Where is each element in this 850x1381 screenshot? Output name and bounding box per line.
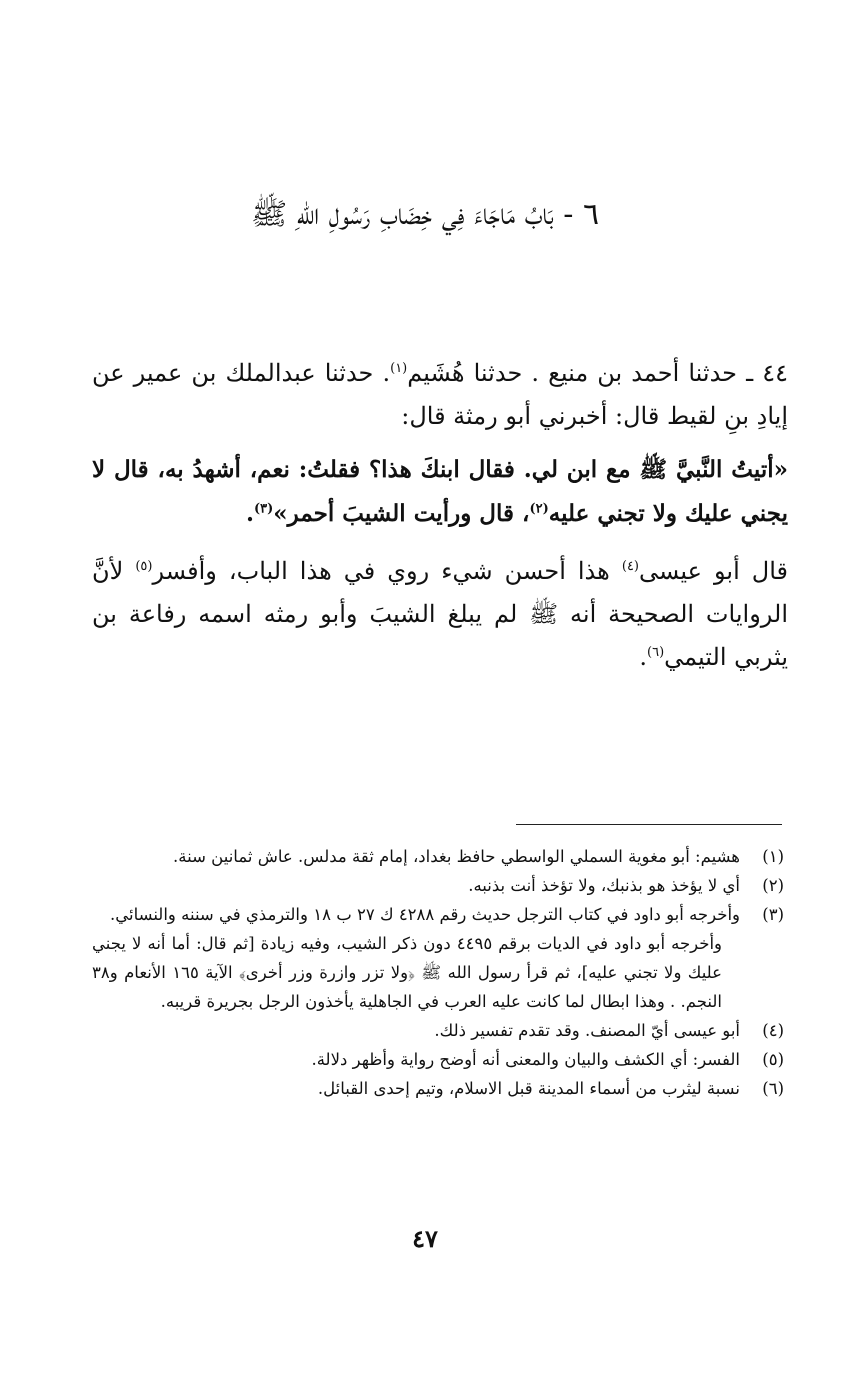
footnote-item — [92, 842, 784, 871]
footnote-text: الفسر: أي الكشف والبيان والمعنى أنه أوضح رواية وأظهر دلالة. — [311, 1050, 740, 1069]
footnote-ref-4: (٤) — [621, 559, 639, 574]
chapter-title: ٦ - بَابُ مَاجَاءَ فِي خِضَابِ رَسُولِ اللهِ ﷺ — [250, 197, 600, 232]
footnote-ref-2: (٢) — [529, 501, 549, 517]
footnote-item — [92, 1045, 784, 1074]
footnote-number: (٤) — [762, 1021, 784, 1040]
footnote-text: أبو عيسى أيّ المصنف. وقد تقدم تفسير ذلك. — [434, 1021, 740, 1040]
footnote-text: وأخرجه أبو داود في كتاب الترجل حديث رقم ٤٢٨٨ ك ٢٧ ب ١٨ والترمذي في سننه والنسائي. — [109, 905, 740, 924]
footnote-number: (١) — [762, 847, 784, 866]
footnote-text: هشيم: أبو مغوية السملي الواسطي حافظ بغداد، إمام ثقة مدلس. عاش ثمانين سنة. — [173, 847, 740, 866]
commentary-text-c: لأنَّ الروايات الصحيحة أنه ﷺ لم يبلغ الشيبَ وأبو رمثه اسمه رفاعة بن يثربي التيمي — [92, 557, 788, 671]
footnote-divider — [516, 824, 782, 825]
footnote-ref-5: (٥) — [135, 559, 153, 574]
footnote-text: أي لا يؤخذ هو بذنبك، ولا تؤخذ أنت بذنبه. — [468, 876, 740, 895]
isnad-text-end: . حدثنا عبدالملك بن عمير عن إيادِ بنِ لقيط قال: أخبرني أبو رمثة قال: — [92, 359, 788, 430]
footnote-ref-3: (٣) — [253, 501, 274, 517]
page-number: ٤٧ — [412, 1224, 438, 1253]
footnotes-section — [92, 842, 784, 1103]
footnote-number: (٣) — [762, 905, 784, 924]
matn-text-end: . — [245, 500, 254, 527]
footnote-number: (٥) — [762, 1050, 784, 1069]
commentary-paragraph — [92, 550, 788, 679]
footnote-ref-1: (١) — [390, 361, 408, 376]
footnote-text: نسبة ليثرب من أسماء المدينة قبل الاسلام، وتيم إحدى القبائل. — [317, 1079, 740, 1098]
matn-text-start: «أتيتُ النَّبيَّ ﷺ مع ابن لي. فقال ابنكَ هذا؟ فقلتُ: نعم، أشهدُ به، قال لا يجني عليك ولا تجني عليه — [92, 456, 788, 527]
isnad-text-start: ٤٤ ـ حدثنا أحمد بن منيع . حدثنا هُشَيم — [407, 359, 788, 387]
matn-text-middle: ، قال ورأيت الشيبَ أحمر» — [273, 500, 530, 527]
footnote-item — [92, 900, 784, 929]
commentary-text-d: . — [639, 643, 648, 671]
commentary-text-b: هذا أحسن شيء روي في هذا الباب، وأفسر — [152, 557, 622, 585]
commentary-text-a: قال أبو عيسى — [639, 557, 789, 585]
footnote-continuation: وأخرجه أبو داود في الديات برقم ٤٤٩٥ دون ذكر الشيب، وفيه زيادة [ثم قال: أما أنه لا يجني عليك ولا تجني عليه]، ثم قرأ رسول الله ﷺ ﴿ولا تزر وازرة وزر أخرى﴾ الآية ١٦٥ الأنعام و٣٨ النجم. . وهذا ابطال لما كانت عليه العرب في الجاهلية يأخذون الرجل بجريرة قريبه. — [92, 934, 722, 1011]
hadith-isnad-paragraph — [92, 352, 788, 438]
footnote-number: (٦) — [762, 1079, 784, 1098]
footnote-ref-6: (٦) — [647, 645, 665, 660]
hadith-matn-paragraph — [92, 448, 788, 536]
footnote-item — [92, 1016, 784, 1045]
footnote-item — [92, 1074, 784, 1103]
footnote-number: (٢) — [762, 876, 784, 895]
footnote-item — [92, 871, 784, 900]
